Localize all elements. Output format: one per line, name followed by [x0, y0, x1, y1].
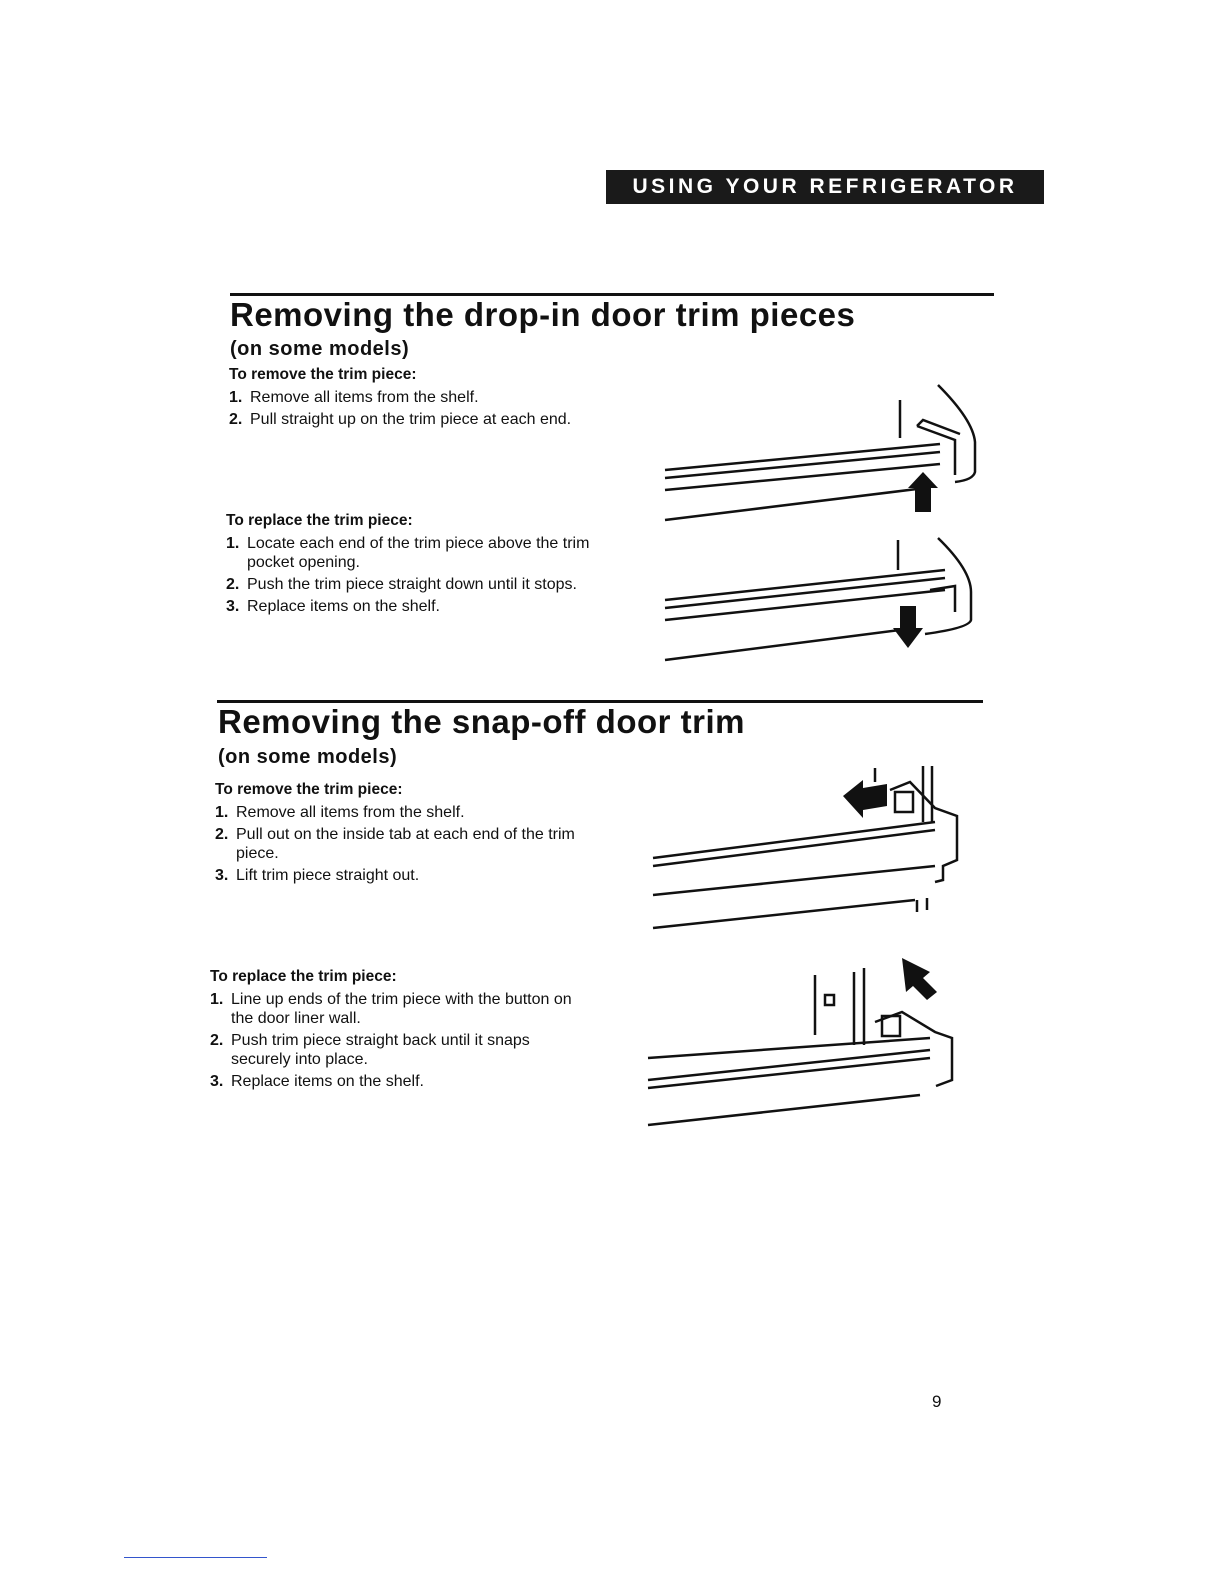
step-item: 3. Lift trim piece straight out.: [215, 867, 420, 884]
instruction-block-remove: [229, 366, 599, 432]
instruction-block-remove: [215, 781, 585, 888]
page-number: 9: [932, 1392, 942, 1411]
instruction-block-replace: [210, 968, 580, 1094]
section-subtitle: (on some models): [230, 338, 410, 360]
step-item: 2. Push trim piece straight back until it snaps securely into place.: [210, 1032, 530, 1068]
step-item: 1. Remove all items from the shelf.: [215, 804, 465, 821]
step-item: 2. Pull straight up on the trim piece at each end.: [229, 411, 572, 428]
step-item: 1. Line up ends of the trim piece with the button on the door liner wall.: [210, 991, 572, 1027]
step-item: 3. Replace items on the shelf.: [210, 1073, 424, 1090]
step-item: 3. Replace items on the shelf.: [226, 598, 440, 615]
step-item: 2. Push the trim piece straight down until it stops.: [226, 576, 577, 593]
diagonal-arrow-icon: [902, 958, 937, 1000]
trim-push-down-illustration: [655, 530, 990, 670]
block-heading: To remove the trim piece:: [229, 366, 417, 383]
footer-rule: [124, 1557, 267, 1558]
instruction-block-replace: [226, 512, 596, 619]
section-title: Removing the snap-off door trim: [218, 703, 745, 740]
down-arrow-icon: [893, 606, 923, 648]
section-banner: USING YOUR REFRIGERATOR: [606, 170, 1044, 204]
block-heading: To remove the trim piece:: [215, 781, 403, 798]
block-heading: To replace the trim piece:: [226, 512, 413, 529]
section-subtitle: (on some models): [218, 746, 398, 768]
left-arrow-icon: [843, 780, 887, 818]
section-title: Removing the drop-in door trim pieces: [230, 296, 856, 333]
step-item: 1. Remove all items from the shelf.: [229, 389, 479, 406]
snap-trim-push-back-illustration: [640, 950, 970, 1130]
snap-trim-pull-out-illustration: [645, 760, 975, 935]
block-heading: To replace the trim piece:: [210, 968, 397, 985]
step-item: 2. Pull out on the inside tab at each end of the trim piece.: [215, 826, 575, 862]
step-item: 1. Locate each end of the trim piece above the trim pocket opening.: [226, 535, 590, 571]
up-arrow-icon: [908, 472, 938, 512]
trim-lift-up-illustration: [655, 380, 990, 530]
